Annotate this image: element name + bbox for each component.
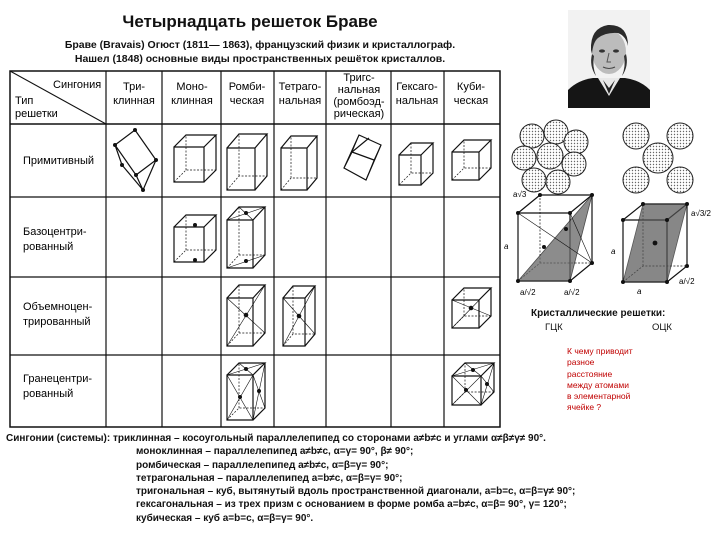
bcc-label-a-over-sqrt2: a/√2 xyxy=(679,277,695,286)
col-monoclinic-2: клинная xyxy=(171,95,213,107)
col-orthorhombic-1: Ромби- xyxy=(228,81,266,93)
bcc-label-a: a xyxy=(611,247,616,256)
syngony-line-hexagonal: гексагональная – из трех призм с основанием в форме ромба a=b≠c, α=β= 90°, γ= 120°; xyxy=(136,499,567,511)
row-face-centered-1: Гранецентри- xyxy=(23,373,93,385)
fcc-label-a-over-sqrt2: a/√2 xyxy=(520,288,536,297)
row-face-centered-2: рованный xyxy=(23,388,74,400)
bcc-label: ОЦК xyxy=(652,322,672,333)
col-triclinic-2: клинная xyxy=(113,95,155,107)
lattice-tetragonal-body-centered xyxy=(283,286,315,346)
lattice-hexagonal-primitive xyxy=(399,143,433,185)
col-trigonal-2: нальная xyxy=(337,84,381,96)
fcc-label-a: a xyxy=(504,242,509,251)
fcc-unit-cell xyxy=(500,183,610,303)
subtitle-line-1: Браве (Bravais) Огюст (1811— 1863), французский физик и кристаллограф. xyxy=(64,39,456,51)
bcc-sphere-packing xyxy=(616,118,701,198)
lattice-orthorhombic-body-centered xyxy=(227,285,265,346)
syngony-line-monoclinic: моноклинная – параллелепипед a≠b≠c, α=γ= 90°, β≠ 90°; xyxy=(136,446,414,458)
col-cubic-1: Куби- xyxy=(456,81,486,93)
lattice-monoclinic-base-centered xyxy=(174,215,216,262)
col-hexagonal-1: Гексаго- xyxy=(396,81,438,93)
syngony-line-trigonal: тригональная – куб, вытянутый вдоль пространственной диагонали, a=b=c, α=β=γ≠ 90°; xyxy=(136,486,576,498)
col-triclinic-1: Три- xyxy=(122,81,146,93)
row-base-centered-1: Базоцентри- xyxy=(23,226,87,238)
corner-type: Тип xyxy=(15,95,34,107)
col-trigonal-4: рическая) xyxy=(333,108,385,120)
lattice-trigonal-primitive xyxy=(344,135,381,180)
col-tetragonal-1: Тетраго- xyxy=(278,81,322,93)
col-hexagonal-2: нальная xyxy=(395,95,439,107)
page-subtitle xyxy=(0,38,520,66)
syngony-line-triclinic: Сингонии (системы): триклинная – косоугольный параллелепипед со сторонами a≠b≠c и углами α≠β≠γ≠ 90°. xyxy=(6,433,546,444)
lattice-triclinic-primitive xyxy=(113,128,158,192)
crystal-lattices-label: Кристаллические решетки: xyxy=(531,308,666,319)
syngony-line-tetragonal: тетрагональная – параллелепипед a=b≠c, α=β=γ= 90°; xyxy=(136,472,403,484)
lattice-monoclinic-primitive xyxy=(174,135,216,182)
lattice-cubic-face-centered xyxy=(452,363,494,405)
col-cubic-2: ческая xyxy=(453,95,489,107)
bravais-portrait xyxy=(568,10,650,108)
corner-lattice: решетки xyxy=(15,108,58,120)
corner-syngony: Сингония xyxy=(53,79,102,91)
col-monoclinic-1: Моно- xyxy=(176,81,208,93)
lattice-orthorhombic-base-centered xyxy=(227,207,265,268)
subtitle-line-2: Нашел (1848) основные виды пространственных решёток кристаллов. xyxy=(74,53,446,65)
bravais-table xyxy=(9,70,501,428)
col-trigonal-1: Тригс- xyxy=(343,72,375,84)
syngony-line-orthorhombic: ромбическая – параллелепипед a≠b≠c, α=β=γ= 90°; xyxy=(136,459,389,471)
row-body-centered-1: Объемноцен- xyxy=(23,301,93,313)
lattice-orthorhombic-primitive xyxy=(227,134,267,190)
fcc-label-a-over-sqrt2-b: a/√2 xyxy=(564,288,580,297)
col-orthorhombic-2: ческая xyxy=(229,95,265,107)
bcc-label-a-sqrt3-over-2: a√3/2 xyxy=(691,209,711,218)
syngony-line-cubic: кубическая – куб a=b=c, α=β=γ= 90°. xyxy=(136,512,314,524)
lattice-cubic-body-centered xyxy=(452,288,491,328)
col-tetragonal-2: нальная xyxy=(278,95,322,107)
row-base-centered-2: рованный xyxy=(23,241,74,253)
lattice-cubic-primitive xyxy=(452,140,491,180)
bcc-unit-cell xyxy=(607,190,712,300)
lattice-orthorhombic-face-centered xyxy=(227,363,265,420)
bcc-label-a-bottom: a xyxy=(637,287,642,296)
row-body-centered-2: трированный xyxy=(23,316,91,328)
question-note: К чему приводит разное расстояние между атомами в элементарной ячейке ? xyxy=(567,346,633,413)
fcc-label-a-sqrt3: a√3 xyxy=(513,190,527,199)
lattice-tetragonal-primitive xyxy=(281,136,317,190)
syngonies-list xyxy=(6,432,718,525)
fcc-label: ГЦК xyxy=(545,322,563,333)
row-primitive: Примитивный xyxy=(23,155,95,167)
col-trigonal-3: (ромбоэд- xyxy=(333,96,385,108)
page-title: Четырнадцать решеток Браве xyxy=(122,12,378,31)
